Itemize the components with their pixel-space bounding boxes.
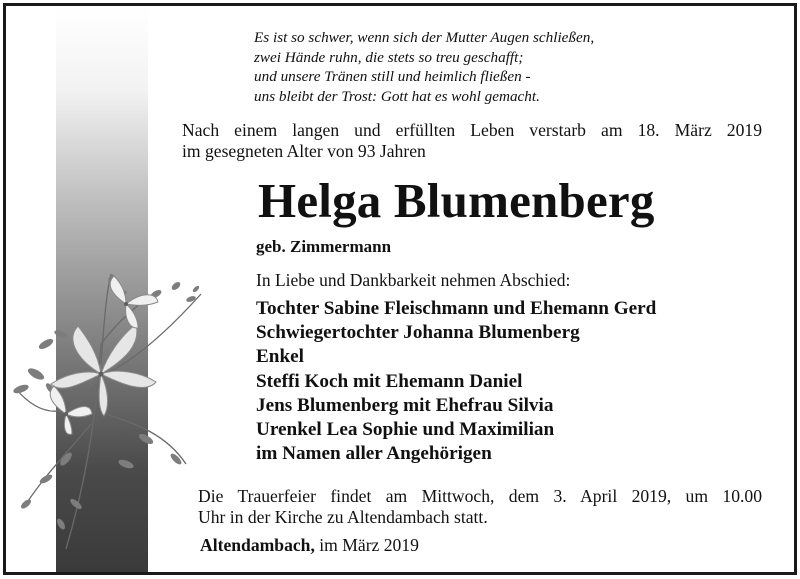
deceased-name: Helga Blumenberg xyxy=(258,173,655,228)
mourners-list xyxy=(256,297,656,466)
mourner-line: im Namen aller Angehörigen xyxy=(256,443,492,465)
poem-line: und unsere Tränen still und heimlich fließen - xyxy=(254,68,531,85)
funeral-service-info xyxy=(198,486,762,528)
service-line: Uhr in der Kirche zu Altendambach statt. xyxy=(198,507,488,527)
service-line: Die Trauerfeier findet am Mittwoch, dem 3. April 2019, um 10.00 xyxy=(198,486,762,506)
poem-line: uns bleibt der Trost: Gott hat es wohl gemacht. xyxy=(254,87,540,105)
mourner-line: Steffi Koch mit Ehemann Daniel xyxy=(256,370,523,392)
death-announcement xyxy=(182,120,762,162)
farewell-text: In Liebe und Dankbarkeit nehmen Abschied: xyxy=(256,270,571,290)
poem-line: Es ist so schwer, wenn sich der Mutter Augen schließen, xyxy=(254,29,595,46)
mourner-line: Jens Blumenberg mit Ehefrau Silvia xyxy=(256,394,554,416)
announcement-line: Nach einem langen und erfüllten Leben verstarb am 18. März 2019 xyxy=(182,120,762,140)
date-text: im März 2019 xyxy=(319,535,419,555)
place-and-date xyxy=(200,534,419,556)
place-name: Altendambach, xyxy=(200,535,315,555)
announcement-line: im gesegneten Alter von 93 Jahren xyxy=(182,141,426,161)
poem-line: zwei Hände ruhn, die stets so treu geschafft; xyxy=(254,48,524,66)
obituary-notice xyxy=(3,3,797,575)
maiden-name: geb. Zimmermann xyxy=(256,237,392,256)
mourner-line: Enkel xyxy=(256,346,304,368)
mourner-line: Tochter Sabine Fleischmann und Ehemann Gerd xyxy=(256,298,657,319)
mourner-line: Schwiegertochter Johanna Blumenberg xyxy=(256,322,580,344)
poem xyxy=(254,28,594,106)
flower-bouquet-icon xyxy=(6,264,216,554)
mourner-line: Urenkel Lea Sophie und Maximilian xyxy=(256,419,555,441)
